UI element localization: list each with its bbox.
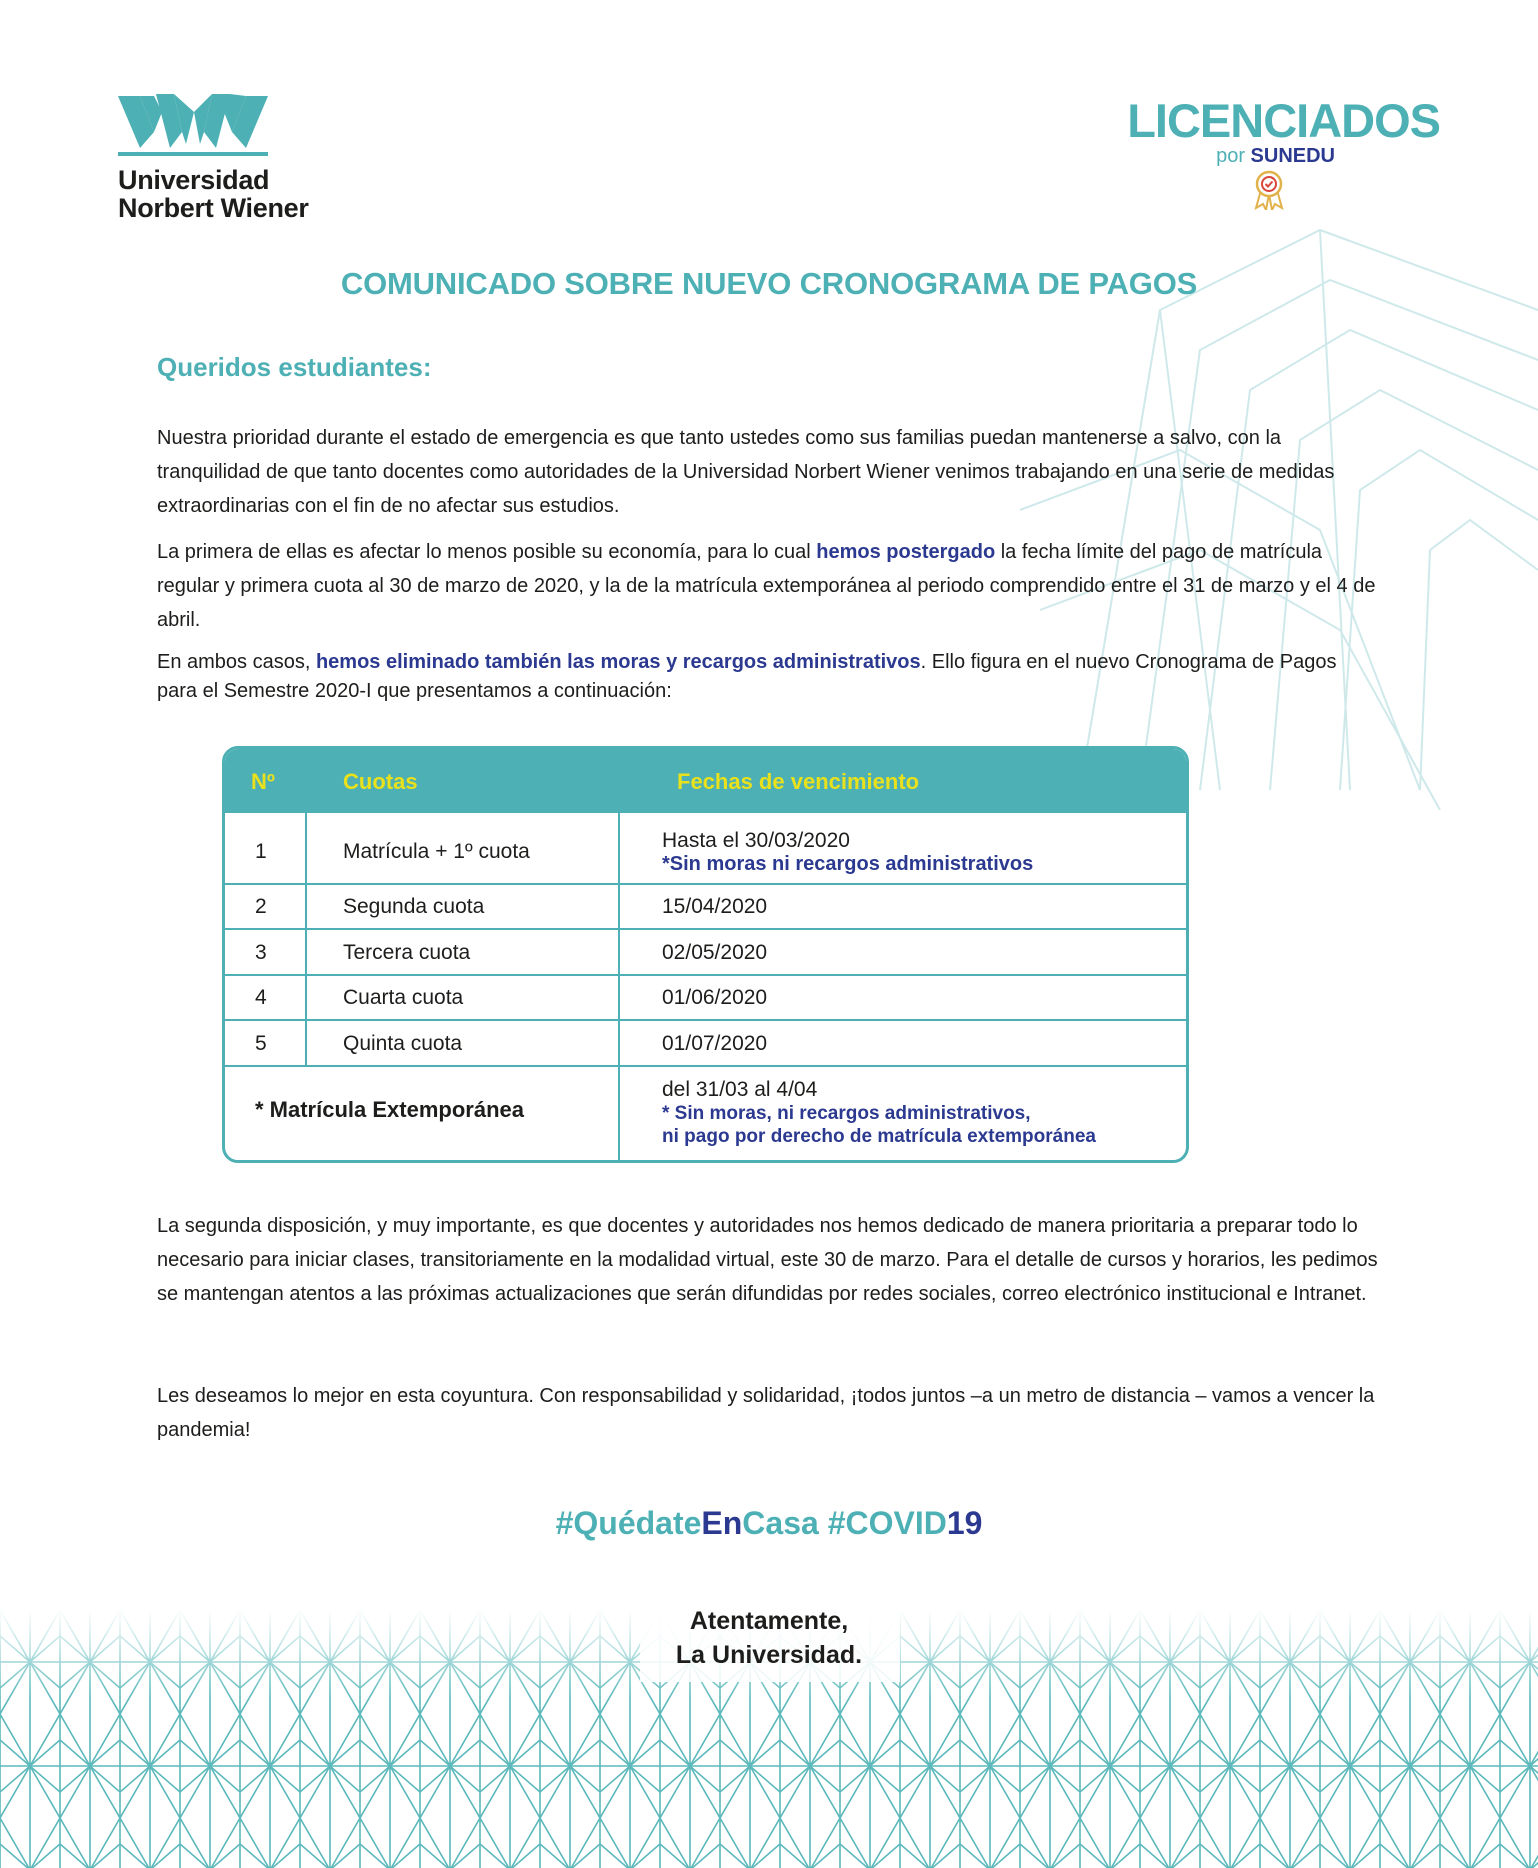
paragraph-1: Nuestra prioridad durante el estado de emergencia es que tanto ustedes como sus familias puedan mantenerse a salvo, con la tranquilidad de que tanto docentes como autoridades de la Universidad Norbert Wiener venimos trabajando en una serie de medidas extraordinarias con el fin de no afectar sus estudios. [157,427,1335,517]
extemporanea-fecha: del 31/03 al 4/04 [662,1078,818,1101]
hashtags [0,1505,1538,1542]
paragraph-3 [157,648,1379,706]
header-fechas: Fechas de vencimiento [677,769,920,794]
university-logo [118,92,318,222]
row-divider [225,928,1186,930]
row-divider [225,974,1186,976]
sunedu-label: SUNEDU [1250,145,1335,167]
por-label: por [1216,145,1245,167]
p2-text-c: la fecha límite del pago de matrícula regular y primera cuota al 30 de marzo de 2020, y la de la matrícula extemporánea al periodo comprendido entre el 31 de marzo y el 4 de abril. [157,541,1376,631]
row-cuota: Tercera cuota [343,941,471,964]
paragraph-4: La segunda disposición, y muy importante, es que docentes y autoridades nos hemos dedicado de manera prioritaria a preparar todo lo necesario para iniciar clases, transitoriamente en la modalidad virtual, este 30 de marzo. Para el detalle de cursos y horarios, les pedimos se mantengan atentos a las próximas actualizaciones que serán difundidas por redes sociales, correo electrónico institucional e Intranet. [157,1215,1378,1305]
p2-text-a: La primera de ellas es afectar lo menos posible su economía, para lo cual [157,541,817,563]
row-no: 3 [255,941,267,964]
row-no: 2 [255,895,267,918]
row-no: 1 [255,840,267,863]
row-fecha: Hasta el 30/03/2020 [662,829,850,852]
page-title: COMUNICADO SOBRE NUEVO CRONOGRAMA DE PAGOS [340,266,1198,301]
hashtag-2-part-a: #COVID [827,1505,947,1541]
row-nota: *Sin moras ni recargos administrativos [662,853,1034,875]
row-divider [225,1019,1186,1021]
paragraph-5: Les deseamos lo mejor en esta coyuntura. Con responsabilidad y solidaridad, ¡todos juntos –a un metro de distancia – vamos a vencer la pandemia! [157,1385,1375,1441]
column-divider [618,813,620,1163]
row-fecha: 01/07/2020 [662,1032,768,1055]
p3-text-c: . Ello figura en el nuevo Cronograma de Pagos para el Semestre 2020-I que presentamos a continuación: [157,651,1337,702]
hashtag-1-part-a: #Quédate [555,1505,702,1541]
p3-highlight: hemos eliminado también las moras y recargos administrativos [315,651,921,673]
hashtag-1-part-c: Casa [742,1505,819,1541]
row-cuota: Cuarta cuota [343,986,464,1009]
logo-line-1: Universidad [118,165,270,195]
extemporanea-label: * Matrícula Extemporánea [255,1097,524,1122]
row-cuota: Matrícula + 1º cuota [343,840,530,863]
header-cuotas: Cuotas [343,769,418,794]
table-header [225,749,1186,813]
signature-line-2: La Universidad. [675,1641,863,1669]
logo-line-2: Norbert Wiener [118,193,309,223]
hashtag-1-part-b: En [701,1505,743,1541]
licenciados-title: LICENCIADOS [1127,94,1440,147]
row-cuota: Segunda cuota [343,895,485,918]
extemporanea-nota-1: * Sin moras, ni recargos administrativos, [662,1103,1031,1124]
licenciados-badge [1100,96,1440,166]
row-divider [225,1065,1186,1067]
paragraph-2 [157,535,1379,637]
column-divider [305,813,307,1065]
p2-highlight: hemos postergado [816,541,996,563]
payment-schedule-table [222,746,1189,1163]
greeting: Queridos estudiantes: [157,352,432,382]
row-fecha: 02/05/2020 [662,941,768,964]
row-no: 5 [255,1032,267,1055]
row-fecha: 15/04/2020 [662,895,768,918]
row-fecha: 01/06/2020 [662,986,768,1009]
row-divider [225,883,1186,885]
signature-line-1: Atentamente, [689,1607,849,1635]
p3-text-a: En ambos casos, [157,651,316,673]
book-logo-icon [118,92,268,158]
row-cuota: Quinta cuota [343,1032,463,1055]
signature [0,1604,1538,1672]
hashtag-2-part-b: 19 [946,1505,983,1541]
award-medal-icon [1252,170,1286,210]
row-no: 4 [255,986,267,1009]
header-no: Nº [251,769,275,794]
extemporanea-nota-2: ni pago por derecho de matrícula extemporánea [662,1126,1096,1147]
